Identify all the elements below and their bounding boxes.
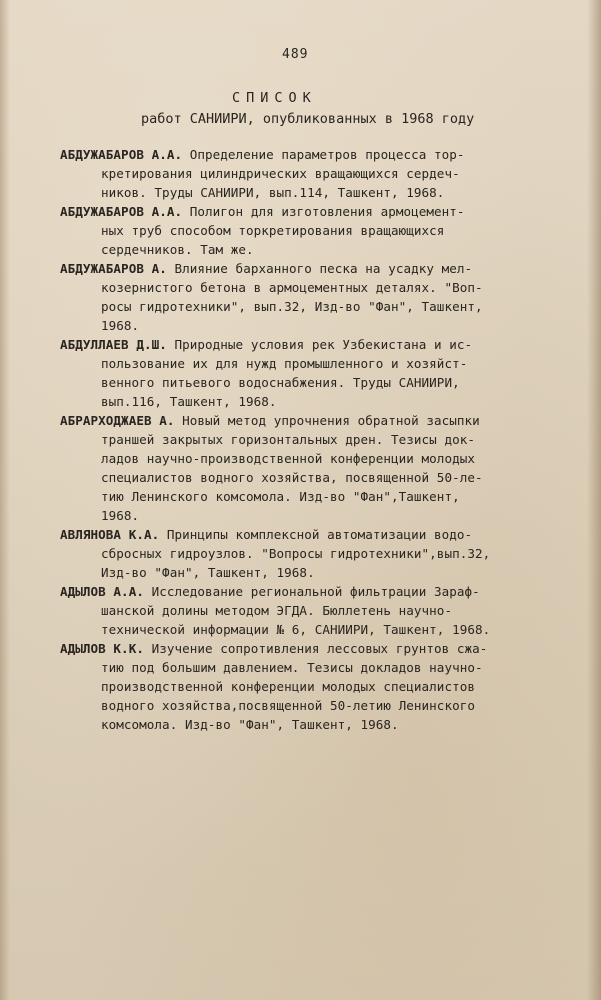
entry-author: АДЫЛОВ А.А. bbox=[60, 584, 144, 599]
entry-continuation: водного хозяйства,посвященной 50-летию Ленинского bbox=[101, 698, 475, 713]
bibliography-entry bbox=[60, 525, 560, 582]
entry-continuation: венного питьевого водоснабжения. Труды САНИИРИ, bbox=[101, 375, 460, 390]
entry-continuation: шанской долины методом ЭГДА. Бюллетень научно- bbox=[101, 603, 453, 618]
bibliography-list bbox=[60, 145, 560, 734]
entry-continuation: ных труб способом торкретирования вращающихся bbox=[101, 223, 445, 238]
entry-continuation: комсомола. Изд-во "Фан", Ташкент, 1968. bbox=[101, 717, 399, 732]
entry-author: АВЛЯНОВА К.А. bbox=[60, 527, 160, 542]
bibliography-entry bbox=[60, 259, 560, 335]
bibliography-entry bbox=[60, 582, 560, 639]
bibliography-entry bbox=[60, 145, 560, 202]
entry-continuation: сердечников. Там же. bbox=[101, 242, 254, 257]
bibliography-entry bbox=[60, 202, 560, 259]
entry-text: Полигон для изготовления армоцемент- bbox=[189, 204, 465, 219]
entry-continuation: 1968. bbox=[101, 508, 140, 523]
entry-continuation: тию Ленинского комсомола. Изд-во "Фан",Ташкент, bbox=[101, 489, 460, 504]
page-edge-left bbox=[0, 0, 10, 1000]
entry-author: АБДУЖАБАРОВ А.А. bbox=[60, 147, 183, 162]
entry-text: Определение параметров процесса тор- bbox=[189, 147, 465, 162]
entry-author: АДЫЛОВ К.К. bbox=[60, 641, 144, 656]
entry-text: Новый метод упрочнения обратной засыпки bbox=[182, 413, 480, 428]
entry-first-line bbox=[60, 335, 560, 354]
entry-continuation: козернистого бетона в армоцементных деталях. "Воп- bbox=[101, 280, 483, 295]
entry-continuation: вып.116, Ташкент, 1968. bbox=[101, 394, 277, 409]
entry-continuation: 1968. bbox=[101, 318, 140, 333]
entry-text: Влияние барханного песка на усадку мел- bbox=[174, 261, 473, 276]
page-number: 489 bbox=[282, 47, 309, 62]
entry-author: АБДУЖАБАРОВ А.А. bbox=[60, 204, 183, 219]
entry-continuation: сбросных гидроузлов. "Вопросы гидротехники",вып.32, bbox=[101, 546, 491, 561]
entry-first-line bbox=[60, 145, 560, 164]
entry-text: Природные условия рек Узбекистана и ис- bbox=[174, 337, 473, 352]
entry-author: АБДУЛЛАЕВ Д.Ш. bbox=[60, 337, 167, 352]
entry-text: Принципы комплексной автоматизации водо- bbox=[166, 527, 473, 542]
bibliography-entry bbox=[60, 639, 560, 734]
entry-author: АБДУЖАБАРОВ А. bbox=[60, 261, 167, 276]
entry-first-line bbox=[60, 411, 560, 430]
entry-continuation: траншей закрытых горизонтальных дрен. Тезисы док- bbox=[101, 432, 475, 447]
document-subheading: работ САНИИРИ, опубликованных в 1968 году bbox=[141, 111, 475, 127]
entry-continuation: производственной конференции молодых специалистов bbox=[101, 679, 475, 694]
entry-text: Изучение сопротивления лессовых грунтов сжа- bbox=[151, 641, 488, 656]
entry-author: АБРАРХОДЖАЕВ А. bbox=[60, 413, 175, 428]
entry-continuation: специалистов водного хозяйства, посвященной 50-ле- bbox=[101, 470, 483, 485]
entry-first-line bbox=[60, 202, 560, 221]
entry-text: Исследование региональной фильтрации Зараф- bbox=[151, 584, 480, 599]
entry-continuation: кретирования цилиндрических вращающихся сердеч- bbox=[101, 166, 460, 181]
entry-first-line bbox=[60, 259, 560, 278]
entry-first-line bbox=[60, 639, 560, 658]
entry-continuation: технической информации № 6, САНИИРИ, Ташкент, 1968. bbox=[101, 622, 491, 637]
entry-continuation: ладов научно-производственной конференции молодых bbox=[101, 451, 475, 466]
entry-first-line bbox=[60, 525, 560, 544]
entry-continuation: росы гидротехники", вып.32, Изд-во "Фан", Ташкент, bbox=[101, 299, 483, 314]
entry-continuation: пользование их для нужд промышленного и хозяйст- bbox=[101, 356, 468, 371]
bibliography-entry bbox=[60, 411, 560, 525]
entry-continuation: тию под большим давлением. Тезисы докладов научно- bbox=[101, 660, 483, 675]
entry-first-line bbox=[60, 582, 560, 601]
bibliography-entry bbox=[60, 335, 560, 411]
document-heading: СПИСОК bbox=[232, 90, 317, 106]
entry-continuation: Изд-во "Фан", Ташкент, 1968. bbox=[101, 565, 315, 580]
entry-continuation: ников. Труды САНИИРИ, вып.114, Ташкент, 1968. bbox=[101, 185, 445, 200]
page-edge-right bbox=[587, 0, 601, 1000]
